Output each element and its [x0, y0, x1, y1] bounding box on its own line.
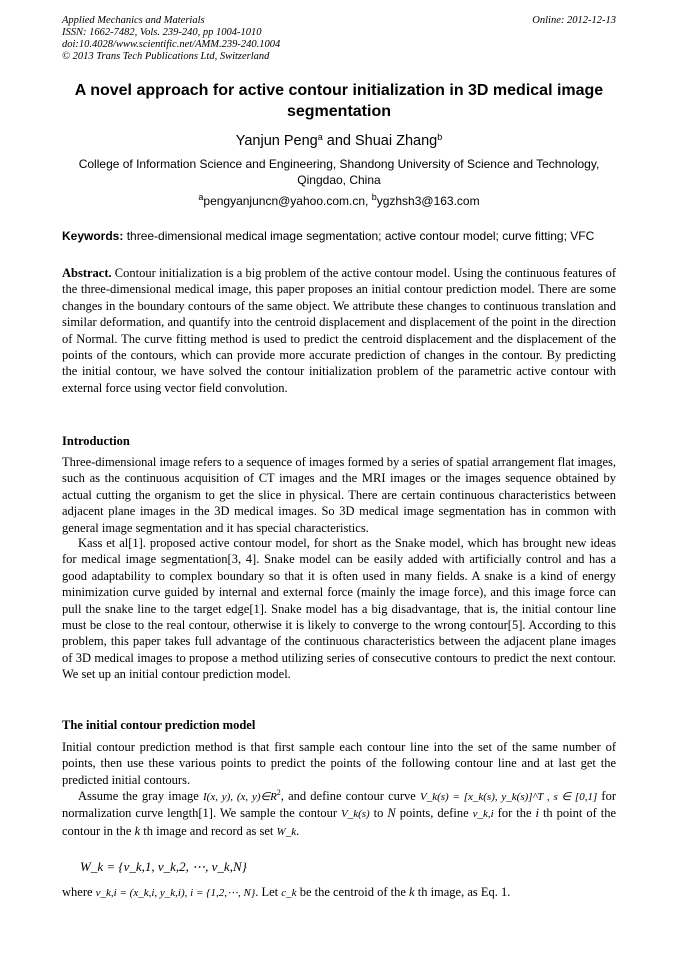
affiliation: College of Information Science and Engineering, Shandong University of Science and Technology, Qingdao, China — [78, 157, 600, 187]
text-run: where — [62, 885, 96, 899]
email-a[interactable]: pengyanjuncn@yahoo.com.cn, — [203, 194, 369, 208]
where-line — [62, 884, 616, 901]
text-run: . — [296, 823, 300, 838]
email-line — [62, 193, 616, 209]
abstract — [62, 265, 616, 396]
introduction-paragraph-1: Three-dimensional image refers to a sequence of images formed by a series of spatial arrangement flat images, such as the continuous acquisition of CT images and the MRI images or the images sequence obtained by actual cutting the organism to get the slice in physical. There are certain continuous characteristics between adjacent plane images in the 3D medical images. So 3D medical image segmentation has in common with general image segmentation and it has special characteristics. — [62, 455, 616, 535]
math-set: W_k — [276, 825, 297, 838]
text-run: be the centroid of the — [296, 885, 410, 899]
keywords-label: Keywords: — [62, 229, 124, 243]
introduction-heading: Introduction — [62, 434, 130, 448]
math-sup: 2 — [276, 788, 281, 797]
math-centroid: c_k — [281, 887, 297, 899]
text-run: . Let — [255, 885, 282, 899]
math-point-def: v_k,i = (x_k,i, y_k,i), i = {1,2,⋯, N} — [95, 887, 256, 899]
text-run: th image and record as set — [140, 823, 277, 838]
keywords-text: three-dimensional medical image segmentation; active contour model; curve fitting; VFC — [123, 229, 595, 243]
doi-line: doi:10.4028/www.scientific.net/AMM.239-240.1004 — [62, 39, 281, 50]
email-b-sup: b — [371, 192, 377, 202]
introduction-paragraph-2: Kass et al[1]. proposed active contour model, for short as the Snake model, which has brought new ideas for medical image segmentation[3, 4]. Snake model can be easily added with artificially control and has a good adaptability to complex boundary so that it is often used in many fields. A snake is a kind of energy minimization curve guided by internal and external force (mainly the image force), and this image force can pull the snake line to the target edge[1]. Snake model has a big disadvantage, that is, the initial contour line must be close to the real contour, otherwise it is likely to converge to the wrong contour[5]. According to this problem, this paper takes full advantage of the continuous characteristics between the adjacent plane images of 3D medical images to propose a method utilizing series of consecutive contours to predict the next contour. We set up an initial contour prediction model. — [62, 536, 616, 682]
abstract-label: Abstract. — [62, 266, 112, 280]
math-contour-curve: V_k(s) = [x_k(s), y_k(s)]^T , s ∈ [0,1] — [420, 791, 598, 803]
author-1-sup: a — [317, 132, 323, 142]
email-b[interactable]: ygzhsh3@163.com — [376, 194, 480, 208]
math-k: k — [409, 885, 415, 899]
online-date: Online: 2012-12-13 — [532, 15, 616, 26]
math-point: v_k,i — [472, 808, 494, 821]
text-run: for normalization curve length[1]. We sample the contour — [62, 789, 616, 821]
text-run: , and define contour curve — [280, 789, 420, 803]
set-formula: W_k = {v_k,1, v_k,2, ⋯, v_k,N} — [80, 859, 247, 874]
math-k: k — [134, 823, 141, 838]
author-2-sup: b — [437, 132, 443, 142]
text-run: Assume the gray image — [78, 789, 203, 803]
math-n: N — [387, 806, 396, 821]
abstract-text: Contour initialization is a big problem of the active contour model. Using the continuous features of the three-dimensional medical image, this paper proposes an initial contour prediction model. There are some changes in the boundary contours of the same object. We attribute these changes to continuous translation and similar deformation, and quantify into the centroid displacement and displacement of the point in the direction of Normal. The curve fitting method is used to predict the centroid displacement and the displacement of the points of the contours, which can provide more accurate prediction of changes in the contour. By predicting the initial contour, we have solved the contour initialization problem of the parametric active contour with external force using vector field convolution. — [62, 266, 616, 395]
math-gray-image: I(x, y), (x, y)∈R — [203, 791, 277, 803]
keywords — [62, 228, 616, 244]
text-run: points, define — [395, 806, 473, 821]
model-paragraph-2 — [62, 788, 616, 840]
author-2: Shuai Zhang — [354, 133, 438, 149]
text-run: th image, as Eq. 1. — [414, 885, 511, 899]
paper-title: A novel approach for active contour initialization in 3D medical image segmentation — [74, 82, 604, 120]
issn-line: ISSN: 1662-7482, Vols. 239-240, pp 1004-1010 — [62, 27, 262, 38]
author-line — [62, 132, 616, 150]
email-a-sup: a — [198, 192, 204, 202]
math-i: i — [535, 806, 539, 821]
author-and: and — [322, 133, 355, 149]
author-1: Yanjun Peng — [235, 133, 318, 149]
text-run: to — [369, 806, 388, 821]
journal-name: Applied Mechanics and Materials — [62, 15, 205, 26]
text-run: for the — [493, 806, 536, 821]
journal-header — [62, 15, 280, 63]
math-contour: V_k(s) — [340, 808, 370, 821]
model-heading: The initial contour prediction model — [62, 718, 256, 732]
copyright-line: © 2013 Trans Tech Publications Ltd, Switzerland — [62, 51, 270, 62]
model-paragraph-1: Initial contour prediction method is that first sample each contour line into the set of the same number of points, then use these various points to predict the points of the following contour line and at last get the predicted initial contours. — [62, 740, 616, 787]
text-run: th point of the contour in the — [62, 806, 616, 838]
